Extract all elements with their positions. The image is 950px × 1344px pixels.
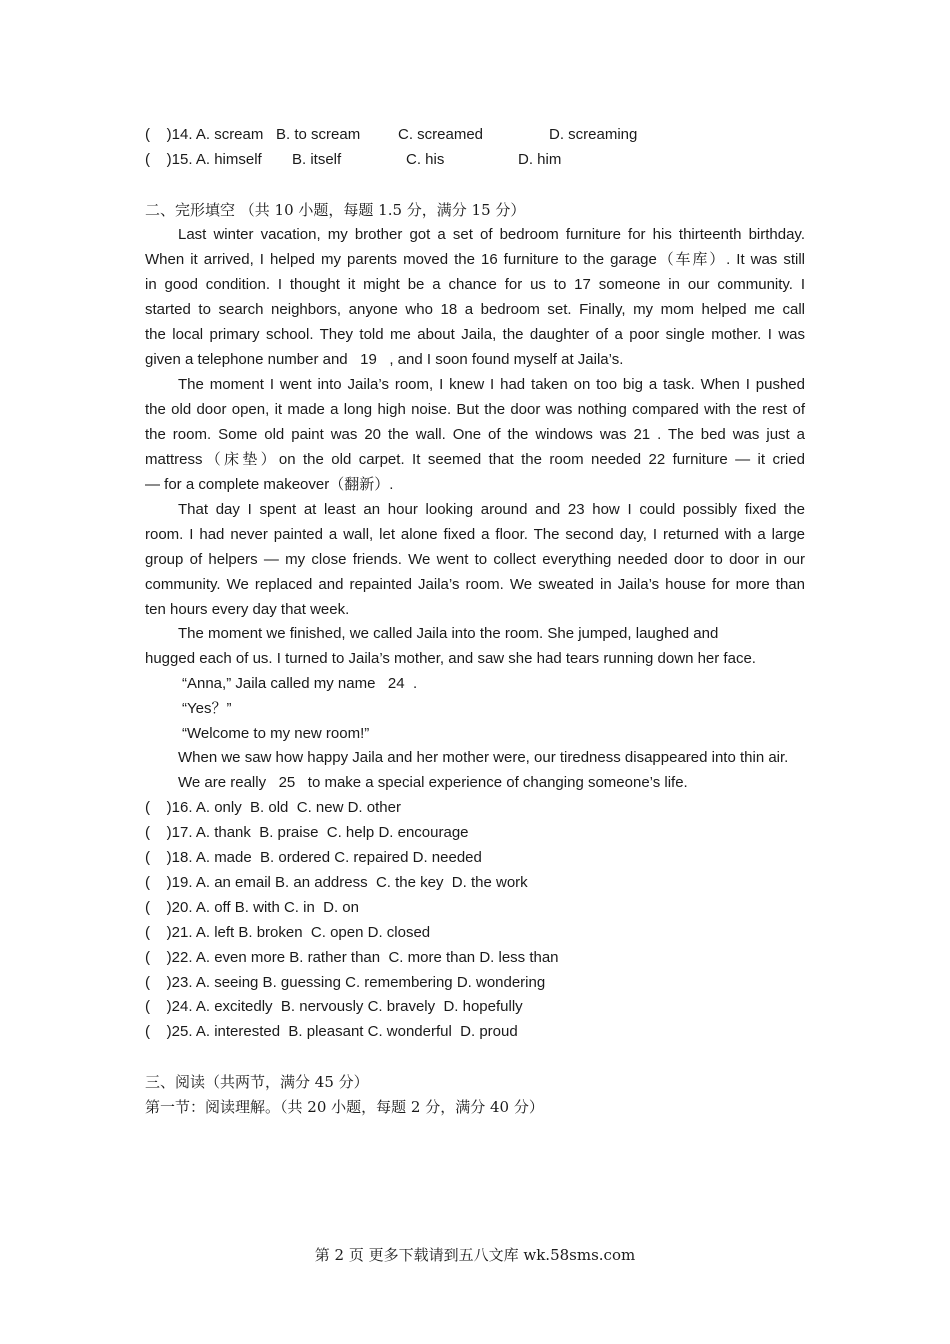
option-row-24: ( )24. A. excitedly B. nervously C. bravely D. hopefully (145, 998, 523, 1015)
passage-line: the room. Some old paint was 20 the wall. One of the windows was 21 . The bed was just a (145, 426, 805, 443)
question-14-option-b: B. to scream (276, 126, 361, 143)
passage-line: the local primary school. They told me about Jaila, the daughter of a poor single mother. I was (145, 326, 805, 343)
passage-line: Last winter vacation, my brother got a set of bedroom furniture for his thirteenth birthday. (178, 226, 805, 243)
option-row-17: ( )17. A. thank B. praise C. help D. encourage (145, 824, 469, 841)
section-2-title: 二、完形填空 （共 10 小题，每题 1.5 分，满分 15 分） (145, 201, 526, 219)
passage-line: The moment I went into Jaila’s room, I knew I had taken on too big a task. When I pushed (178, 376, 805, 393)
passage-line: group of helpers — my close friends. We went to collect everything needed door to door in our (145, 551, 805, 568)
question-15-option-c: C. his (406, 151, 445, 168)
option-row-16: ( )16. A. only B. old C. new D. other (145, 799, 401, 816)
passage-line: When it arrived, I helped my parents moved the 16 furniture to the garage（车库）. It was still (145, 251, 805, 268)
option-row-18: ( )18. A. made B. ordered C. repaired D. needed (145, 849, 482, 866)
question-15-option-d: D. him (518, 151, 562, 168)
passage-line: community. We replaced and repainted Jaila’s room. We sweated in Jaila’s house for more than (145, 576, 805, 593)
section-3-subtitle: 第一节：阅读理解。（共 20 小题，每题 2 分，满分 40 分） (145, 1098, 544, 1116)
option-row-23: ( )23. A. seeing B. guessing C. remembering D. wondering (145, 974, 546, 991)
passage-line: — for a complete makeover（翻新）. (145, 476, 394, 493)
passage-line: ten hours every day that week. (145, 601, 350, 618)
question-15-option-b: B. itself (292, 151, 342, 168)
section-3-title: 三、阅读（共两节，满分 45 分） (145, 1073, 369, 1091)
passage-line: given a telephone number and 19 , and I soon found myself at Jaila’s. (145, 351, 624, 368)
passage-line: in good condition. I thought it might be a chance for us to 17 someone in our community. I (145, 276, 805, 293)
passage-line: room. I had never painted a wall, let alone fixed a floor. The second day, I returned with a large (145, 526, 805, 543)
option-row-25: ( )25. A. interested B. pleasant C. wonderful D. proud (145, 1023, 518, 1040)
option-row-19: ( )19. A. an email B. an address C. the key D. the work (145, 874, 528, 891)
passage-line: When we saw how happy Jaila and her mother were, our tiredness disappeared into thin air. (178, 749, 789, 766)
passage-line: mattress（床垫）on the old carpet. It seemed that the room needed 22 furniture — it cried (145, 451, 805, 468)
dialogue-line: “Anna,” Jaila called my name 24 . (182, 675, 418, 692)
passage-line: hugged each of us. I turned to Jaila’s mother, and saw she had tears running down her face. (145, 650, 756, 667)
option-row-21: ( )21. A. left B. broken C. open D. closed (145, 924, 431, 941)
passage-line: The moment we finished, we called Jaila into the room. She jumped, laughed and (178, 625, 719, 642)
dialogue-line: “Welcome to my new room!” (182, 725, 370, 742)
page-footer: 第 2 页 更多下载请到五八文库 wk.58sms.com (314, 1246, 636, 1264)
question-15-label: ( )15. A. himself (145, 151, 262, 168)
question-14-option-d: D. screaming (549, 126, 638, 143)
option-row-22: ( )22. A. even more B. rather than C. more than D. less than (145, 949, 559, 966)
question-14-label: ( )14. A. scream (145, 126, 264, 143)
passage-line: We are really 25 to make a special experience of changing someone’s life. (178, 774, 688, 791)
passage-line: started to search neighbors, anyone who 18 a bedroom set. Finally, my mom helped me call (145, 301, 805, 318)
passage-line: That day I spent at least an hour looking around and 23 how I could possibly fixed the (178, 501, 805, 518)
option-row-20: ( )20. A. off B. with C. in D. on (145, 899, 359, 916)
passage-line: the old door open, it made a long high noise. But the door was nothing compared with the rest of (145, 401, 805, 418)
question-14-option-c: C. screamed (398, 126, 484, 143)
dialogue-line: “Yes？” (182, 700, 232, 717)
